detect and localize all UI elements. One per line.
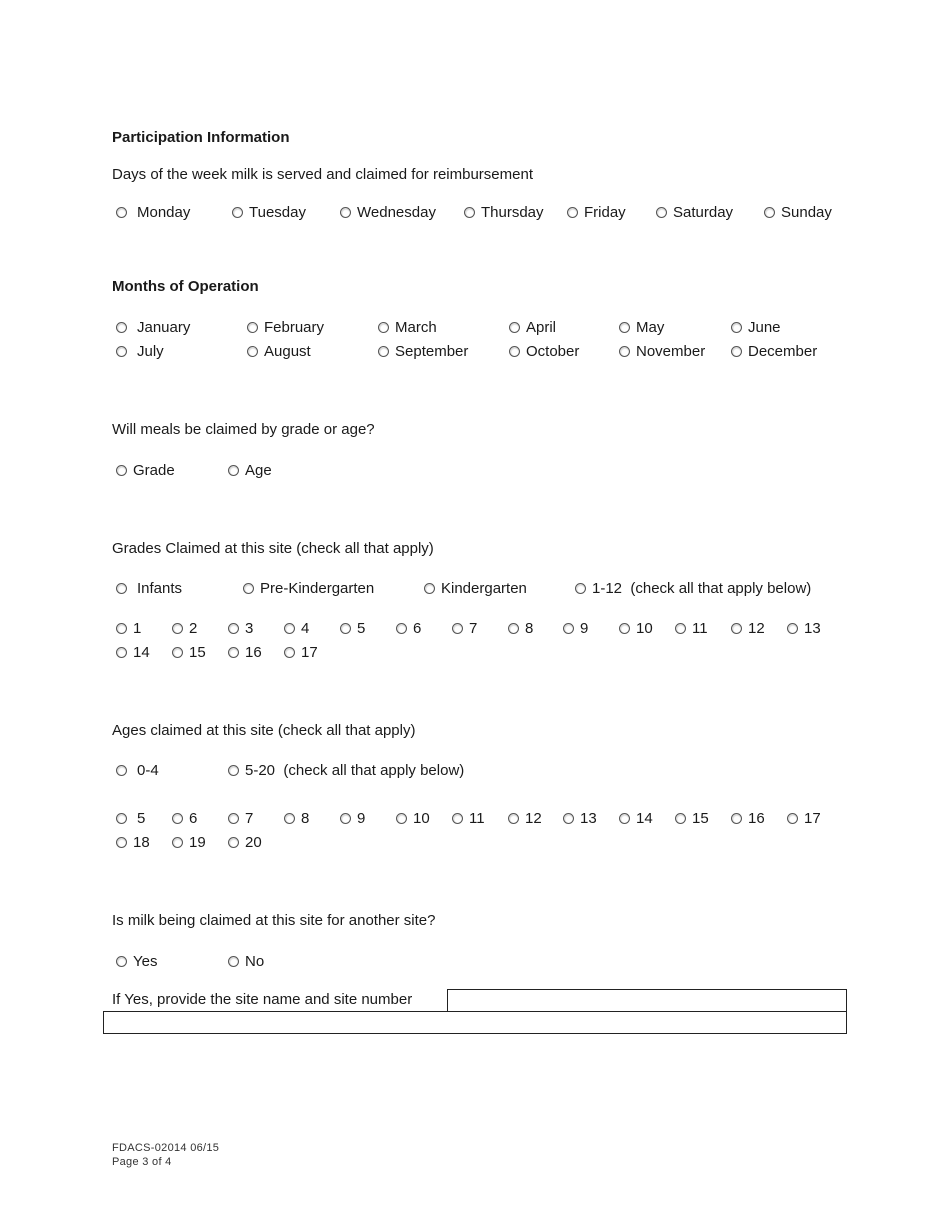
days-label: Days of the week milk is served and claimed for reimbursement — [112, 166, 533, 183]
age-number-option[interactable] — [116, 808, 145, 828]
radio-icon[interactable] — [172, 647, 183, 658]
claim-basis-question: Will meals be claimed by grade or age? — [112, 421, 375, 438]
radio-icon[interactable] — [228, 765, 239, 776]
day-option-thursday[interactable] — [464, 202, 544, 222]
age-number-label: 15 — [692, 809, 709, 827]
grade-number-option[interactable] — [452, 618, 477, 638]
radio-icon[interactable] — [619, 346, 630, 357]
site-name-field[interactable] — [447, 989, 847, 1012]
day-label: Monday — [137, 203, 191, 221]
grade-number-label: 9 — [580, 619, 589, 637]
month-label: February — [264, 318, 325, 336]
claim-label: Age — [245, 461, 272, 479]
radio-icon[interactable] — [508, 813, 519, 824]
radio-icon[interactable] — [243, 583, 254, 594]
month-label: March — [395, 318, 437, 336]
month-option-february[interactable] — [247, 317, 324, 337]
month-label: October — [526, 342, 580, 360]
radio-icon[interactable] — [396, 813, 407, 824]
day-option-monday[interactable] — [116, 202, 190, 222]
grade-number-label: 16 — [245, 643, 262, 661]
grade-number-label: 1 — [133, 619, 142, 637]
day-label: Wednesday — [357, 203, 436, 221]
month-option-september[interactable] — [378, 341, 468, 361]
month-option-january[interactable] — [116, 317, 190, 337]
grade-option-kindergarten[interactable] — [424, 578, 527, 598]
month-option-december[interactable] — [731, 341, 817, 361]
grade-number-option[interactable] — [508, 618, 533, 638]
radio-icon[interactable] — [116, 837, 127, 848]
age-number-label: 19 — [189, 833, 206, 851]
radio-icon[interactable] — [509, 322, 520, 333]
age-option-0-4[interactable] — [116, 760, 159, 780]
radio-icon[interactable] — [284, 813, 295, 824]
other-site-option-no[interactable] — [228, 951, 264, 971]
other-site-label: Yes — [133, 952, 158, 970]
radio-icon[interactable] — [340, 207, 351, 218]
month-option-may[interactable] — [619, 317, 664, 337]
radio-icon[interactable] — [575, 583, 586, 594]
radio-icon[interactable] — [508, 623, 519, 634]
radio-icon[interactable] — [619, 813, 630, 824]
month-label: January — [137, 318, 191, 336]
other-site-question: Is milk being claimed at this site for another site? — [112, 912, 436, 929]
age-number-option[interactable] — [172, 808, 197, 828]
radio-icon[interactable] — [619, 322, 630, 333]
grade-number-option[interactable] — [228, 642, 262, 662]
age-number-label: 13 — [580, 809, 597, 827]
grade-number-label: 14 — [133, 643, 150, 661]
grades-label: Grades Claimed at this site (check all that apply) — [112, 540, 434, 557]
grade-number-option[interactable] — [172, 618, 197, 638]
month-option-july[interactable] — [116, 341, 164, 361]
radio-icon[interactable] — [563, 813, 574, 824]
grade-number-label: 13 — [804, 619, 821, 637]
age-label: 5-20 (check all that apply below) — [245, 761, 465, 779]
month-option-august[interactable] — [247, 341, 311, 361]
radio-icon[interactable] — [731, 623, 742, 634]
day-label: Tuesday — [249, 203, 306, 221]
radio-icon[interactable] — [116, 322, 127, 333]
month-label: November — [636, 342, 706, 360]
site-info-label: If Yes, provide the site name and site number — [112, 991, 413, 1008]
grade-number-option[interactable] — [172, 642, 206, 662]
grade-option-1-12[interactable] — [575, 578, 811, 598]
radio-icon[interactable] — [567, 207, 578, 218]
grade-label: Kindergarten — [441, 579, 527, 597]
radio-icon[interactable] — [563, 623, 574, 634]
grade-number-option[interactable] — [228, 618, 253, 638]
age-number-option[interactable] — [731, 808, 765, 828]
other-site-option-yes[interactable] — [116, 951, 157, 971]
age-option-5-20[interactable] — [228, 760, 464, 780]
grade-number-label: 15 — [189, 643, 206, 661]
age-number-label: 12 — [525, 809, 542, 827]
radio-icon[interactable] — [172, 813, 183, 824]
grade-label: 1-12 (check all that apply below) — [592, 579, 812, 597]
radio-icon[interactable] — [340, 623, 351, 634]
grade-number-label: 11 — [692, 619, 708, 637]
radio-icon[interactable] — [396, 623, 407, 634]
radio-icon[interactable] — [116, 465, 127, 476]
radio-icon[interactable] — [116, 207, 127, 218]
month-option-march[interactable] — [378, 317, 437, 337]
month-option-october[interactable] — [509, 341, 579, 361]
day-label: Friday — [584, 203, 626, 221]
ages-label: Ages claimed at this site (check all that apply) — [112, 722, 416, 739]
other-site-label: No — [245, 952, 265, 970]
age-number-label: 20 — [245, 833, 262, 851]
grade-number-label: 7 — [469, 619, 478, 637]
radio-icon[interactable] — [228, 465, 239, 476]
radio-icon[interactable] — [452, 623, 463, 634]
day-label: Saturday — [673, 203, 734, 221]
day-option-friday[interactable] — [567, 202, 626, 222]
age-number-label: 16 — [748, 809, 765, 827]
age-number-label: 18 — [133, 833, 150, 851]
grade-number-option[interactable] — [284, 618, 309, 638]
site-number-field[interactable] — [103, 1011, 847, 1034]
grade-number-label: 6 — [413, 619, 422, 637]
radio-icon[interactable] — [340, 813, 351, 824]
radio-icon[interactable] — [731, 346, 742, 357]
day-option-wednesday[interactable] — [340, 202, 436, 222]
age-label: 0-4 — [137, 761, 159, 779]
months-heading: Months of Operation — [112, 278, 259, 295]
radio-icon[interactable] — [424, 583, 435, 594]
day-label: Sunday — [781, 203, 832, 221]
age-number-label: 10 — [413, 809, 430, 827]
age-number-label: 17 — [804, 809, 821, 827]
age-number-label: 11 — [469, 809, 485, 827]
form-id: FDACS-02014 06/15 — [112, 1142, 220, 1154]
radio-icon[interactable] — [116, 813, 127, 824]
month-option-april[interactable] — [509, 317, 556, 337]
grade-label: Infants — [137, 579, 183, 597]
radio-icon[interactable] — [247, 346, 258, 357]
claim-label: Grade — [133, 461, 175, 479]
month-label: June — [748, 318, 781, 336]
age-number-option[interactable] — [228, 808, 253, 828]
age-number-option[interactable] — [563, 808, 597, 828]
radio-icon[interactable] — [172, 837, 183, 848]
age-number-label: 7 — [245, 809, 254, 827]
grade-number-option[interactable] — [116, 618, 141, 638]
grade-number-option[interactable] — [284, 642, 318, 662]
radio-icon[interactable] — [232, 207, 243, 218]
age-number-label: 9 — [357, 809, 366, 827]
month-label: September — [395, 342, 469, 360]
age-number-option[interactable] — [340, 808, 365, 828]
grade-number-option[interactable] — [731, 618, 765, 638]
age-number-option[interactable] — [675, 808, 709, 828]
grade-number-option[interactable] — [563, 618, 588, 638]
claim-option-age[interactable] — [228, 460, 272, 480]
grade-option-infants[interactable] — [116, 578, 182, 598]
radio-icon[interactable] — [787, 623, 798, 634]
radio-icon[interactable] — [116, 623, 127, 634]
age-number-label: 5 — [137, 809, 146, 827]
month-label: December — [748, 342, 818, 360]
participation-heading: Participation Information — [112, 129, 290, 146]
radio-icon[interactable] — [228, 956, 239, 967]
radio-icon[interactable] — [228, 837, 239, 848]
age-number-label: 8 — [301, 809, 310, 827]
radio-icon[interactable] — [228, 813, 239, 824]
radio-icon[interactable] — [464, 207, 475, 218]
claim-option-grade[interactable] — [116, 460, 175, 480]
radio-icon[interactable] — [228, 647, 239, 658]
radio-icon[interactable] — [284, 623, 295, 634]
age-number-option[interactable] — [508, 808, 542, 828]
day-option-sunday[interactable] — [764, 202, 832, 222]
month-label: August — [264, 342, 311, 360]
radio-icon[interactable] — [764, 207, 775, 218]
month-label: July — [137, 342, 164, 360]
day-option-tuesday[interactable] — [232, 202, 306, 222]
radio-icon[interactable] — [731, 813, 742, 824]
grade-option-pre-kindergarten[interactable] — [243, 578, 374, 598]
age-number-option[interactable] — [228, 832, 262, 852]
radio-icon[interactable] — [675, 623, 686, 634]
grade-number-label: 5 — [357, 619, 366, 637]
radio-icon[interactable] — [619, 623, 630, 634]
age-number-option[interactable] — [116, 832, 150, 852]
grade-number-label: 10 — [636, 619, 653, 637]
grade-number-label: 2 — [189, 619, 198, 637]
radio-icon[interactable] — [247, 322, 258, 333]
grade-number-option[interactable] — [396, 618, 421, 638]
age-number-option[interactable] — [619, 808, 653, 828]
age-number-option[interactable] — [172, 832, 206, 852]
day-option-saturday[interactable] — [656, 202, 733, 222]
month-option-june[interactable] — [731, 317, 781, 337]
radio-icon[interactable] — [116, 647, 127, 658]
grade-label: Pre-Kindergarten — [260, 579, 375, 597]
age-number-option[interactable] — [452, 808, 485, 828]
radio-icon[interactable] — [509, 346, 520, 357]
age-number-label: 14 — [636, 809, 653, 827]
grade-number-label: 17 — [301, 643, 318, 661]
radio-icon[interactable] — [656, 207, 667, 218]
page-number: Page 3 of 4 — [112, 1156, 172, 1168]
grade-number-option[interactable] — [619, 618, 653, 638]
radio-icon[interactable] — [731, 322, 742, 333]
grade-number-label: 3 — [245, 619, 254, 637]
age-number-option[interactable] — [396, 808, 430, 828]
grade-number-label: 8 — [525, 619, 534, 637]
radio-icon[interactable] — [378, 346, 389, 357]
month-label: April — [526, 318, 557, 336]
radio-icon[interactable] — [452, 813, 463, 824]
radio-icon[interactable] — [787, 813, 798, 824]
radio-icon[interactable] — [675, 813, 686, 824]
age-number-option[interactable] — [787, 808, 821, 828]
radio-icon[interactable] — [378, 322, 389, 333]
grade-number-option[interactable] — [340, 618, 365, 638]
grade-number-label: 12 — [748, 619, 765, 637]
radio-icon[interactable] — [228, 623, 239, 634]
age-number-option[interactable] — [284, 808, 309, 828]
radio-icon[interactable] — [116, 583, 127, 594]
grade-number-label: 4 — [301, 619, 310, 637]
radio-icon[interactable] — [172, 623, 183, 634]
age-number-label: 6 — [189, 809, 198, 827]
grade-number-option[interactable] — [787, 618, 821, 638]
month-label: May — [636, 318, 665, 336]
month-option-november[interactable] — [619, 341, 705, 361]
radio-icon[interactable] — [116, 346, 127, 357]
grade-number-option[interactable] — [116, 642, 150, 662]
day-label: Thursday — [481, 203, 544, 221]
grade-number-option[interactable] — [675, 618, 708, 638]
radio-icon[interactable] — [284, 647, 295, 658]
radio-icon[interactable] — [116, 956, 127, 967]
radio-icon[interactable] — [116, 765, 127, 776]
